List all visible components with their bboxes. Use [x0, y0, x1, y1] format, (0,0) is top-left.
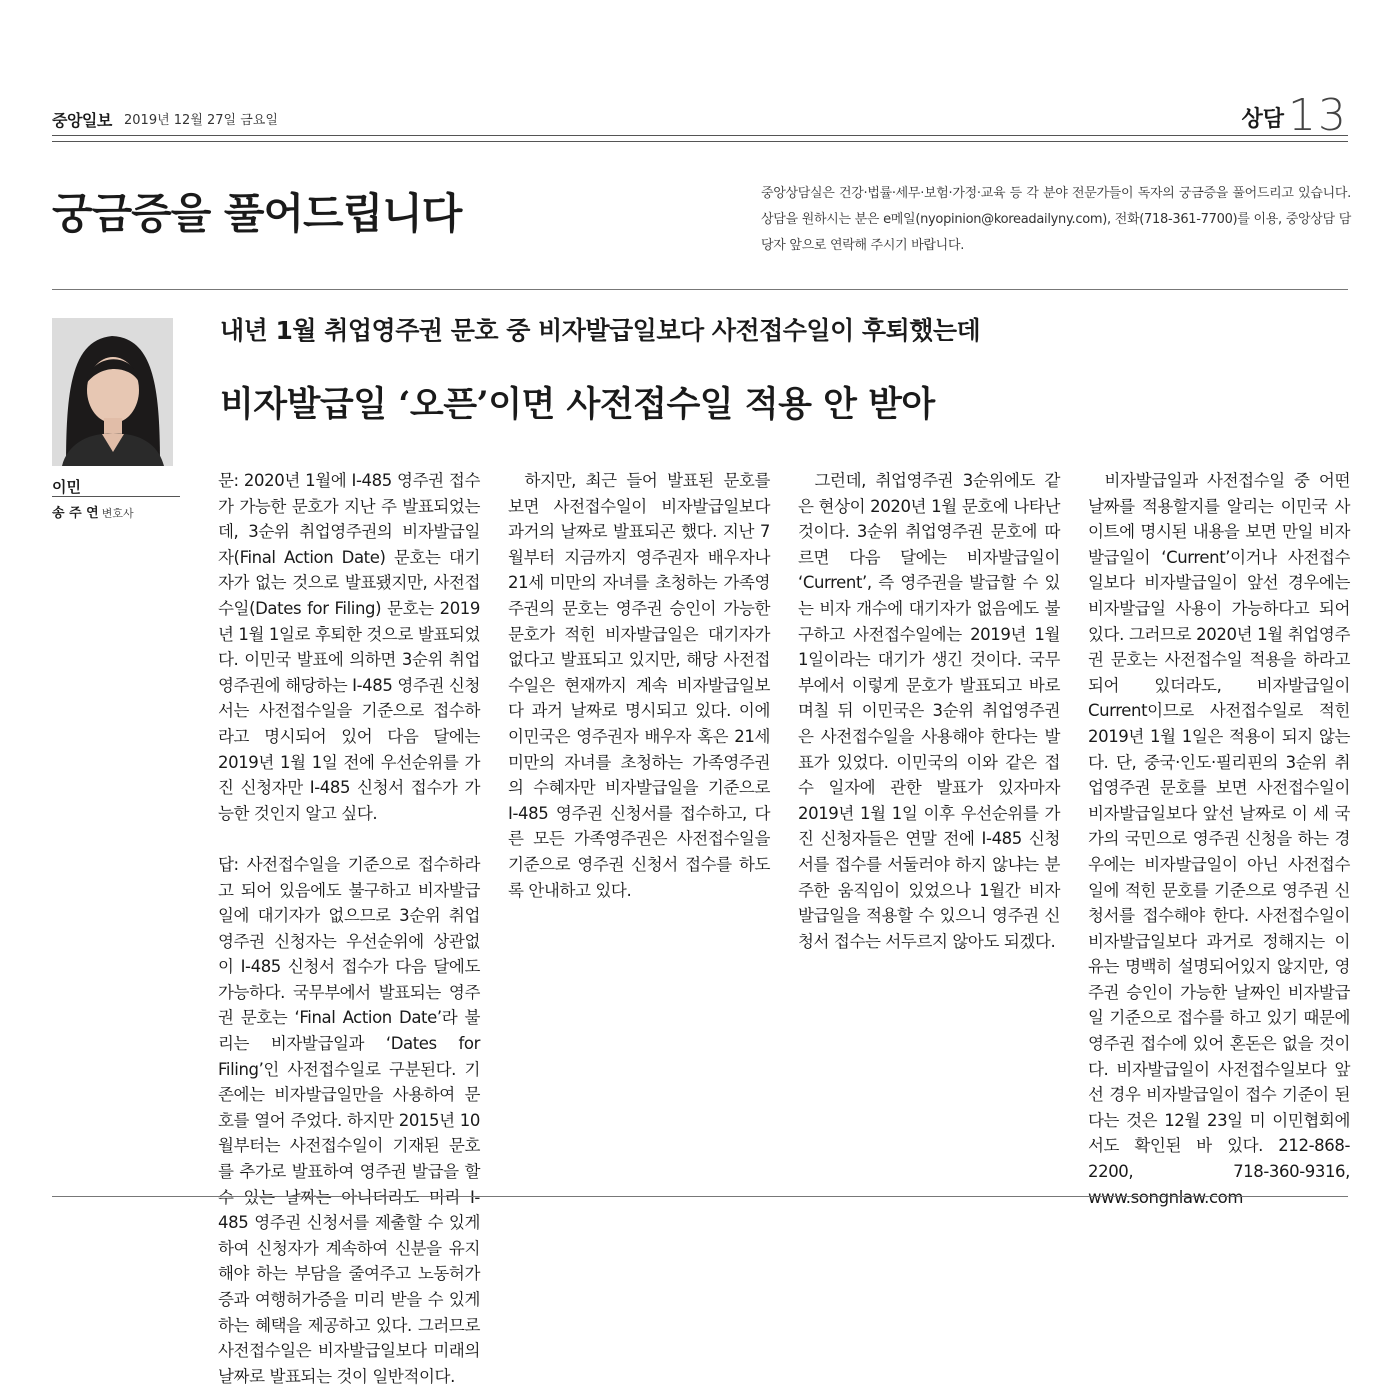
author-portrait-icon	[52, 318, 173, 466]
article-headline: 비자발급일 ‘오픈’이면 사전접수일 적용 안 받아	[220, 384, 935, 425]
section-label: 상담	[1241, 107, 1284, 132]
newspaper-logo: 중앙일보	[52, 111, 112, 130]
issue-date: 2019년 12월 27일 금요일	[124, 113, 278, 128]
author-column-name: 이민	[52, 478, 81, 496]
masthead-rule	[52, 135, 1348, 142]
page-number: 13	[1288, 90, 1348, 141]
article-column-1	[218, 468, 480, 1386]
answer-paragraph-3: 그런데, 취업영주권 3순위에도 같은 현상이 2020년 1월 문호에 나타난 것이다. 3순위 취업영주권 문호에 따르면 다음 달에는 비자발급일이 ‘Current’, 즉 영주권을 발급할 수 있는 비자 개수에 대기자가 없음에도 불구하고 사전접수일에는 2019년 1월 1일이라는 대기가 생긴 것이다. 국무부에서 이렇게 문호가 발표되고 바로 며칠 뒤 이민국은 3순위 취업영주권은 사전접수일을 사용해야 한다는 발표가 있었다. 이민국의 이와 같은 접수 일자에 관한 발표가 있자마자 2019년 1월 1일 이후 우선순위를 가진 신청자들은 연말 전에 I-485 신청서를 접수를 서둘러야 하지 않냐는 분주한 움직임이 있었으나 1월간 비자발급일을 적용할 수 있으니 영주권 신청서 접수는 서두르지 않아도 되겠다.	[798, 471, 1060, 951]
answer-paragraph-4: 비자발급일과 사전접수일 중 어떤 날짜를 적용할지를 알리는 이민국 사이트에 명시된 내용을 보면 만일 비자발급일이 ‘Current’이거나 사전접수일보다 비자발급일이 앞선 경우에는 비자발급일 사용이 가능하다고 되어있다. 그러므로 2020년 1월 취업영주권 문호는 사전접수일 적용을 하라고 되어 있더라도, 비자발급일이 Current이므로 사전접수일로 적힌 2019년 1월 1일은 적용이 되지 않는다. 단, 중국·인도·필리핀의 3순위 취업영주권 문호를 보면 사전접수일이 비자발급일보다 앞선 날짜로 이 세 국가의 국민으로 영주권 신청을 하는 경우에는 비자발급일이 아닌 사전접수일에 적힌 문호를 기준으로 영주권 신청서를 접수해야 한다. 사전접수일이 비자발급일보다 과거로 정해지는 이유는 명백히 설명되어있지 않지만, 영주권 승인이 가능한 날짜인 비자발급일 기준으로 접수를 하고 있기 때문에 영주권 접수에 있어 혼돈은 없을 것이다. 비자발급일이 사전접수일보다 앞선 경우 비자발급일이 접수 기준이 된다는 것은 12월 23일 미 이민협회에서도 확인된 바 있다. 212-868-2200, 718-360-9316, www.songnlaw.com	[1088, 471, 1350, 1207]
article-subheadline: 내년 1월 취업영주권 문호 중 비자발급일보다 사전접수일이 후퇴했는데	[220, 316, 981, 345]
question-paragraph: 문: 2020년 1월에 I-485 영주권 접수가 가능한 문호가 지난 주 발표되었는데, 3순위 취업영주권의 비자발급일자(Final Action Date) 문호는 대기자가 없는 것으로 발표됐지만, 사전접수일(Dates for Filing) 문호는 2019년 1월 1일로 후퇴한 것으로 발표되었다. 이민국 발표에 의하면 3순위 취업영주권에 해당하는 I-485 영주권 신청서는 사전접수일을 기준으로 접수하라고 명시되어 있어 다음 달에는 2019년 1월 1일 전에 우선순위를 가진 신청자만 I-485 신청서 접수가 가능한 것인지 알고 싶다.	[218, 471, 480, 823]
author-divider	[52, 496, 180, 497]
answer-paragraph-2: 하지만, 최근 들어 발표된 문호를 보면 사전접수일이 비자발급일보다 과거의 날짜로 발표되곤 했다. 지난 7월부터 지금까지 영주권자 배우자나 21세 미만의 자녀를 초청하는 가족영주권의 문호는 영주권 승인이 가능한 문호가 적힌 비자발급일은 대기자가 없다고 발표되고 있지만, 해당 사전접수일은 현재까지 계속 비자발급일보다 과거 날짜로 명시되고 있다. 이에 이민국은 영주권자 배우자 혹은 21세 미만의 자녀를 초청하는 가족영주권의 수혜자만 비자발급일을 기준으로 I-485 영주권 신청서를 접수하고, 다른 모든 가족영주권은 사전접수일을 기준으로 영주권 신청서 접수를 하도록 안내하고 있다.	[508, 471, 770, 900]
article-column-3	[798, 468, 1060, 1178]
article-column-2	[508, 468, 770, 1178]
section-divider	[52, 289, 1348, 290]
masthead	[52, 90, 1348, 141]
answer-paragraph-1: 답: 사전접수일을 기준으로 접수하라고 되어 있음에도 불구하고 비자발급일에 대기자가 없으므로 3순위 취업영주권 신청자는 우선순위에 상관없이 I-485 신청서 접수가 다음 달에도 가능하다. 국무부에서 발표되는 영주권 문호는 ‘Final Action Date’라 불리는 비자발급일과 ‘Dates for Filing’인 사전접수일로 구분된다. 기존에는 비자발급일만을 사용하여 문호를 열어 주었다. 하지만 2015년 10월부터는 사전접수일이 기재된 문호를 추가로 발표하여 영주권 발급을 할 수 있는 날짜는 아니더라도 미리 I-485 영주권 신청서를 제출할 수 있게 하여 신청자가 계속하여 신분을 유지해야 하는 부담을 줄여주고 노동허가증과 여행허가증을 미리 받을 수 있게 하는 혜택을 제공하고 있다. 그러므로 사전접수일은 비자발급일보다 미래의 날짜로 발표되는 것이 일반적이다.	[218, 854, 480, 1386]
author-byline	[52, 502, 134, 521]
section-title: 궁금증을 풀어드립니다	[52, 189, 462, 238]
footer-rule	[52, 1196, 1348, 1197]
author-role: 변호사	[101, 507, 134, 520]
section-intro: 중앙상담실은 건강·법률·세무·보험·가정·교육 등 각 분야 전문가들이 독자의 궁금증을 풀어드리고 있습니다. 상담을 원하시는 분은 e메일(nyopinion@koreadailyny.com), 전화(718-361-7700)를 이용, 중앙상담 담당자 앞으로 연락해 주시기 바랍니다.	[761, 186, 1351, 253]
author-name: 송 주 연	[52, 506, 99, 521]
article-column-4	[1088, 468, 1350, 1207]
author-photo	[52, 318, 173, 466]
